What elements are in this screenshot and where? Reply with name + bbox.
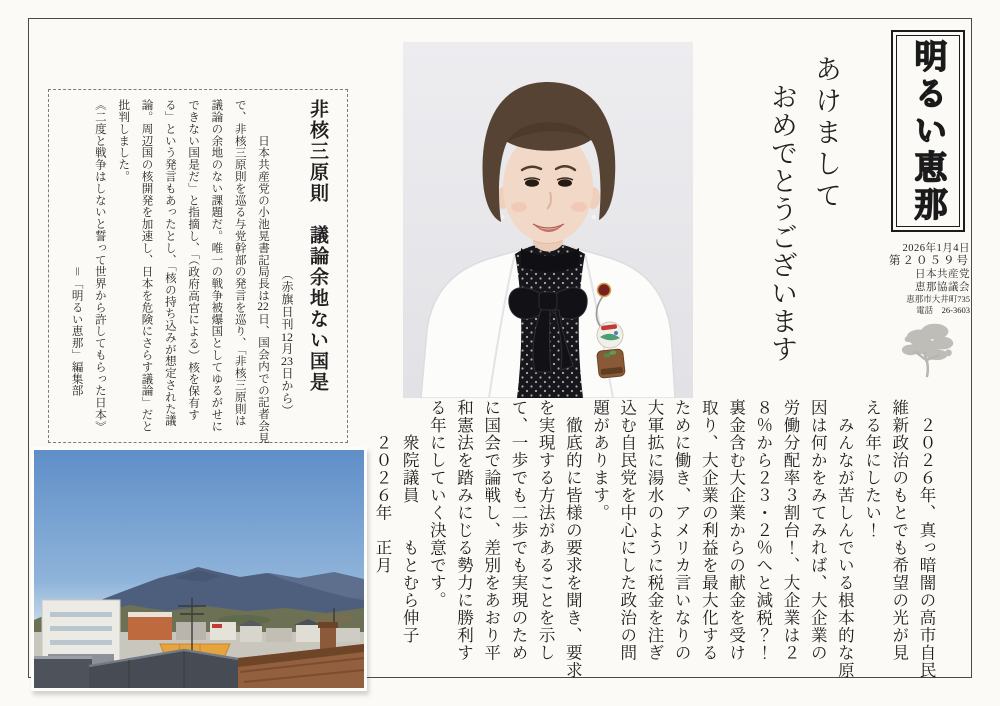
issue-info-line: 電話 26-3603	[916, 305, 970, 315]
issue-info-line: 日本共産党	[915, 269, 970, 280]
message-column: ２０２６年 正月	[372, 399, 392, 574]
message-column: みんなが苦しんでいる根本的な原	[835, 399, 855, 679]
message-column: 労働分配率３割台！、大企業は２	[780, 399, 800, 662]
message-column: ２０２６年、真っ暗闇の高市自民	[917, 399, 936, 679]
article-column: できない国是だ」と指摘し、「（政府高官による）核を保有す	[187, 99, 200, 421]
issue-info-line: 恵那協議会	[915, 282, 970, 293]
article-column: で、非核三原則を巡る与党幹部の発言を巡り、「非核三原則は	[233, 99, 246, 427]
masthead-inner-frame	[896, 35, 960, 227]
message-column: 維新政治のもとでも希望の光が見	[889, 399, 909, 662]
nonnuclear-article-box	[48, 89, 348, 443]
article-column: 《二度と戦争はしないと誓って世界から許してもらった日本》	[93, 99, 106, 433]
issue-info-line: 第２０５９号	[889, 255, 970, 267]
message-column: 因は何かをみてみれば、大企業の	[808, 399, 828, 662]
pine-tree-stamp-icon	[896, 314, 962, 380]
message-column: る年にしていく決意です。	[427, 399, 447, 609]
issue-info-line: 恵那市大井町735	[906, 294, 970, 304]
article-column: る」という発言もあったとし、「核の持ち込みが想定された議	[163, 99, 176, 427]
message-column: 和憲法を踏みにじる勢力に勝利す	[454, 399, 474, 662]
greeting-column: おめでとうございます	[767, 55, 797, 363]
message-column: 題があります。	[590, 399, 610, 522]
article-headline: 非核三原則 議論余地ない国是	[307, 99, 328, 393]
article-column: 批判しました。	[117, 99, 130, 183]
wood-badge-icon	[597, 349, 626, 379]
article-source: （赤旗日刊12月23日から）	[280, 99, 294, 417]
article-column: 議論の余地のない課題だ。唯一の戦争被爆国としてゆるがせに	[210, 99, 223, 433]
diet-member-pin-icon	[598, 284, 611, 297]
new-year-greeting	[756, 55, 848, 395]
greeting-column: あけまして	[811, 55, 841, 213]
nonnuclear-article	[61, 99, 335, 444]
article-column: 日本共産党の小池晃書記局長は22日、国会内での記者会見	[257, 99, 269, 444]
message-column: 取り、大企業の利益を最大化する	[699, 399, 719, 662]
message-column: ために働き、アメリカ言いなりの	[672, 399, 692, 662]
portrait-photo	[403, 42, 693, 398]
message-column: 裏金含む大企業からの献金を受け	[726, 399, 746, 662]
message-column: 大軍拡に湯水のように税金を注ぎ	[644, 399, 664, 662]
townscape-photo	[31, 447, 367, 691]
message-column: 衆院議員 もとむら伸子	[400, 399, 420, 644]
issue-info-line: 2026年1月4日	[902, 243, 970, 254]
article-column: 論。周辺国の核開発を加速し、日本を危険にさらす議論」だと	[140, 99, 153, 433]
issue-info-block	[886, 242, 970, 316]
new-year-message	[368, 399, 940, 687]
message-column: える年にしたい！	[862, 399, 882, 539]
message-column: を実現する方法があることを示し	[536, 399, 556, 662]
article-column: ＝「明るい恵那」編集部	[70, 99, 83, 397]
message-column: に国会で論戦し、差別をあおり平	[481, 399, 501, 662]
masthead-title-box	[891, 30, 965, 232]
message-column: ８％から２３・２％へと減税？！	[753, 399, 773, 662]
message-column: 徹底的に皆様の要求を聞き、要求	[563, 399, 583, 679]
message-column: て、一歩でも二歩でも実現のため	[508, 399, 528, 662]
newsletter-title: 明るい恵那	[909, 38, 946, 224]
message-column: 込む自民党を中心にした政治の問	[617, 399, 637, 662]
